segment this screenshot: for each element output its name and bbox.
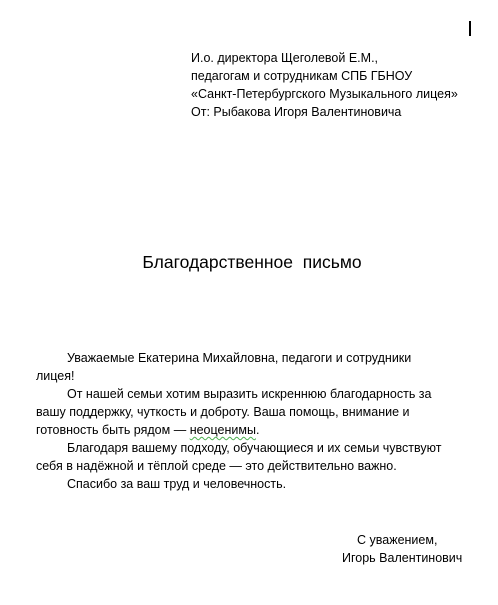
addressee-line: педагогам и сотрудникам СПБ ГБНОУ	[191, 69, 413, 83]
spellcheck-flagged-word[interactable]: неоценимы	[189, 423, 256, 437]
body-line	[36, 421, 476, 439]
addressee-line: И.о. директора Щеголевой Е.М.,	[191, 51, 379, 65]
addressee-line: «Санкт-Петербургского Музыкального лицея»	[191, 87, 458, 101]
body-line: Благодаря вашему подходу, обучающиеся и их семьи чувствуют	[67, 441, 442, 455]
text-cursor	[469, 21, 471, 36]
body-line: Спасибо за ваш труд и человечность.	[67, 477, 287, 491]
body-line: лицея!	[36, 369, 75, 383]
body-line: себя в надёжной и тёплой среде — это действительно важно.	[36, 459, 397, 473]
body-line: вашу поддержку, чуткость и доброту. Ваша помощь, внимание и	[36, 405, 410, 419]
body-line: От нашей семьи хотим выразить искреннюю благодарность за	[67, 387, 432, 401]
letter-title: Благодарственное письмо	[142, 252, 362, 272]
body-text-segment: .	[255, 423, 260, 437]
closing-greeting: С уважением,	[357, 533, 438, 547]
letter-body	[36, 349, 476, 493]
body-line: Уважаемые Екатерина Михайловна, педагоги и сотрудники	[67, 351, 412, 365]
sender-line: От: Рыбакова Игоря Валентиновича	[191, 105, 402, 119]
signature-name: Игорь Валентинович	[342, 551, 463, 565]
body-text-segment: готовность быть рядом —	[36, 423, 190, 437]
addressee-block	[191, 49, 458, 121]
